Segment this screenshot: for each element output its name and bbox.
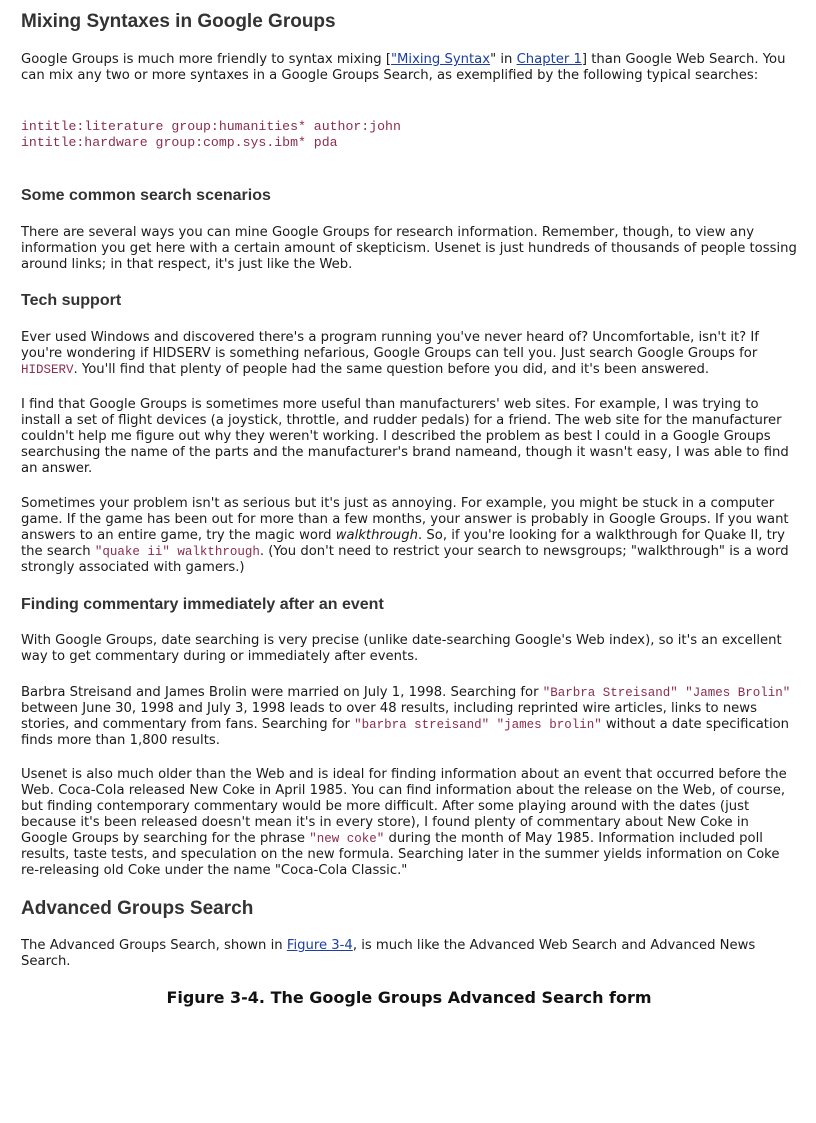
paragraph-mixing-intro bbox=[21, 52, 797, 84]
text: ] than Google Web Search. You can mix any two or more syntaxes in a Google Groups Search, as exemplified by the following typical searches: bbox=[21, 52, 786, 83]
text: Sometimes your problem isn't as serious but it's just as annoying. For example, you might be stuck in a computer game. If the game has been out for more than a few months, your answer is probably in Google Groups. If you want answers to an entire game, try the magic word bbox=[21, 496, 789, 543]
code-new-coke: "new coke" bbox=[309, 832, 385, 846]
heading-common-scenarios: Some common search scenarios bbox=[21, 187, 271, 204]
text: . So, if you're looking for a walkthrough for Quake II, try the search bbox=[21, 528, 785, 559]
code-example-2: intitle:hardware group:comp.sys.ibm* pda bbox=[21, 135, 338, 150]
text: The Advanced Groups Search, shown in bbox=[21, 938, 287, 953]
text: . (You don't need to restrict your search to newsgroups; "walkthrough" is a word strongly associated with gamers.) bbox=[21, 544, 789, 575]
link-mixing-syntax[interactable]: "Mixing Syntax bbox=[390, 52, 491, 67]
text: Barbra Streisand and James Brolin were married on July 1, 1998. Searching for bbox=[21, 685, 543, 700]
link-figure-3-4[interactable]: Figure 3-4 bbox=[286, 938, 353, 953]
paragraph-advanced-search bbox=[21, 938, 797, 970]
heading-finding-commentary: Finding commentary immediately after an event bbox=[21, 596, 384, 613]
paragraph-scenarios: There are several ways you can mine Google Groups for research information. Remember, though, to view any information you get here with a certain amount of skepticism. Usenet is just hundreds of thousands of people tossing around links; in that respect, it's just like the Web. bbox=[21, 225, 797, 272]
text: during the month of May 1985. Information included poll results, taste tests, and speculation on the new formula. Searching later in the summer yields information on Coke re-releasing old Coke under the name "Coca-Cola Classic." bbox=[21, 831, 780, 878]
figure-caption: Figure 3-4. The Google Groups Advanced Search form bbox=[166, 988, 652, 1007]
paragraph-date-searching: With Google Groups, date searching is very precise (unlike date-searching Google's Web index), so it's an excellent way to get commentary during or immediately after events. bbox=[21, 633, 782, 664]
text: without a date specification finds more than 1,800 results. bbox=[21, 717, 790, 748]
code-streisand-1: "Barbra Streisand" "James Brolin" bbox=[542, 686, 791, 700]
paragraph-hidserv bbox=[21, 330, 797, 378]
code-example-1: intitle:literature group:humanities* author:john bbox=[21, 119, 401, 134]
text: Usenet is also much older than the Web and is ideal for finding information about an event that occurred before the Web. Coca-Cola released New Coke in April 1985. You can find information about the release on the Web, of course, but finding contemporary commentary would be more difficult. After some playing around with the dates (just because it's been released doesn't mean it's in every store), I found plenty of commentary about New Coke in Google Groups by searching for the phrase bbox=[21, 767, 787, 846]
heading-tech-support: Tech support bbox=[21, 292, 122, 309]
code-quake: "quake ii" walkthrough bbox=[94, 545, 260, 559]
text: Google Groups is much more friendly to syntax mixing [ bbox=[21, 52, 391, 67]
text: , is much like the Advanced Web Search and Advanced News Search. bbox=[21, 938, 756, 969]
paragraph-flight-devices: I find that Google Groups is sometimes more useful than manufacturers' web sites. For example, I was trying to install a set of flight devices (a joystick, throttle, and rudder pedals) for a friend. The web site for the manufacturer couldn't help me figure out why they weren't working. I described the problem as best I could in a Google Groups searchusing the name of the parts and the manufacturer's brand nameand, though it wasn't easy, I was able to find an answer. bbox=[21, 397, 789, 476]
paragraph-new-coke bbox=[21, 767, 797, 879]
text: " in bbox=[490, 52, 517, 67]
code-streisand-2: "barbra streisand" "james brolin" bbox=[354, 718, 602, 732]
link-chapter-1[interactable]: Chapter 1 bbox=[516, 52, 582, 67]
emphasis-walkthrough: walkthrough bbox=[335, 528, 419, 543]
text: Ever used Windows and discovered there's a program running you've never heard of? Uncomfortable, isn't it? If you're wondering if HIDSERV is something nefarious, Google Groups can tell you. Just search Google Groups for bbox=[21, 330, 759, 361]
text: . You'll find that plenty of people had the same question before you did, and it's been answered. bbox=[73, 362, 710, 377]
heading-advanced-groups-search: Advanced Groups Search bbox=[21, 898, 254, 919]
code-hidserv: HIDSERV bbox=[21, 363, 74, 377]
text: between June 30, 1998 and July 3, 1998 leads to over 48 results, including reprinted wire articles, links to news stories, and commentary from fans. Searching for bbox=[21, 701, 757, 732]
paragraph-game-walkthrough bbox=[21, 496, 797, 576]
paragraph-streisand bbox=[21, 685, 797, 749]
heading-mixing-syntaxes: Mixing Syntaxes in Google Groups bbox=[21, 11, 336, 32]
